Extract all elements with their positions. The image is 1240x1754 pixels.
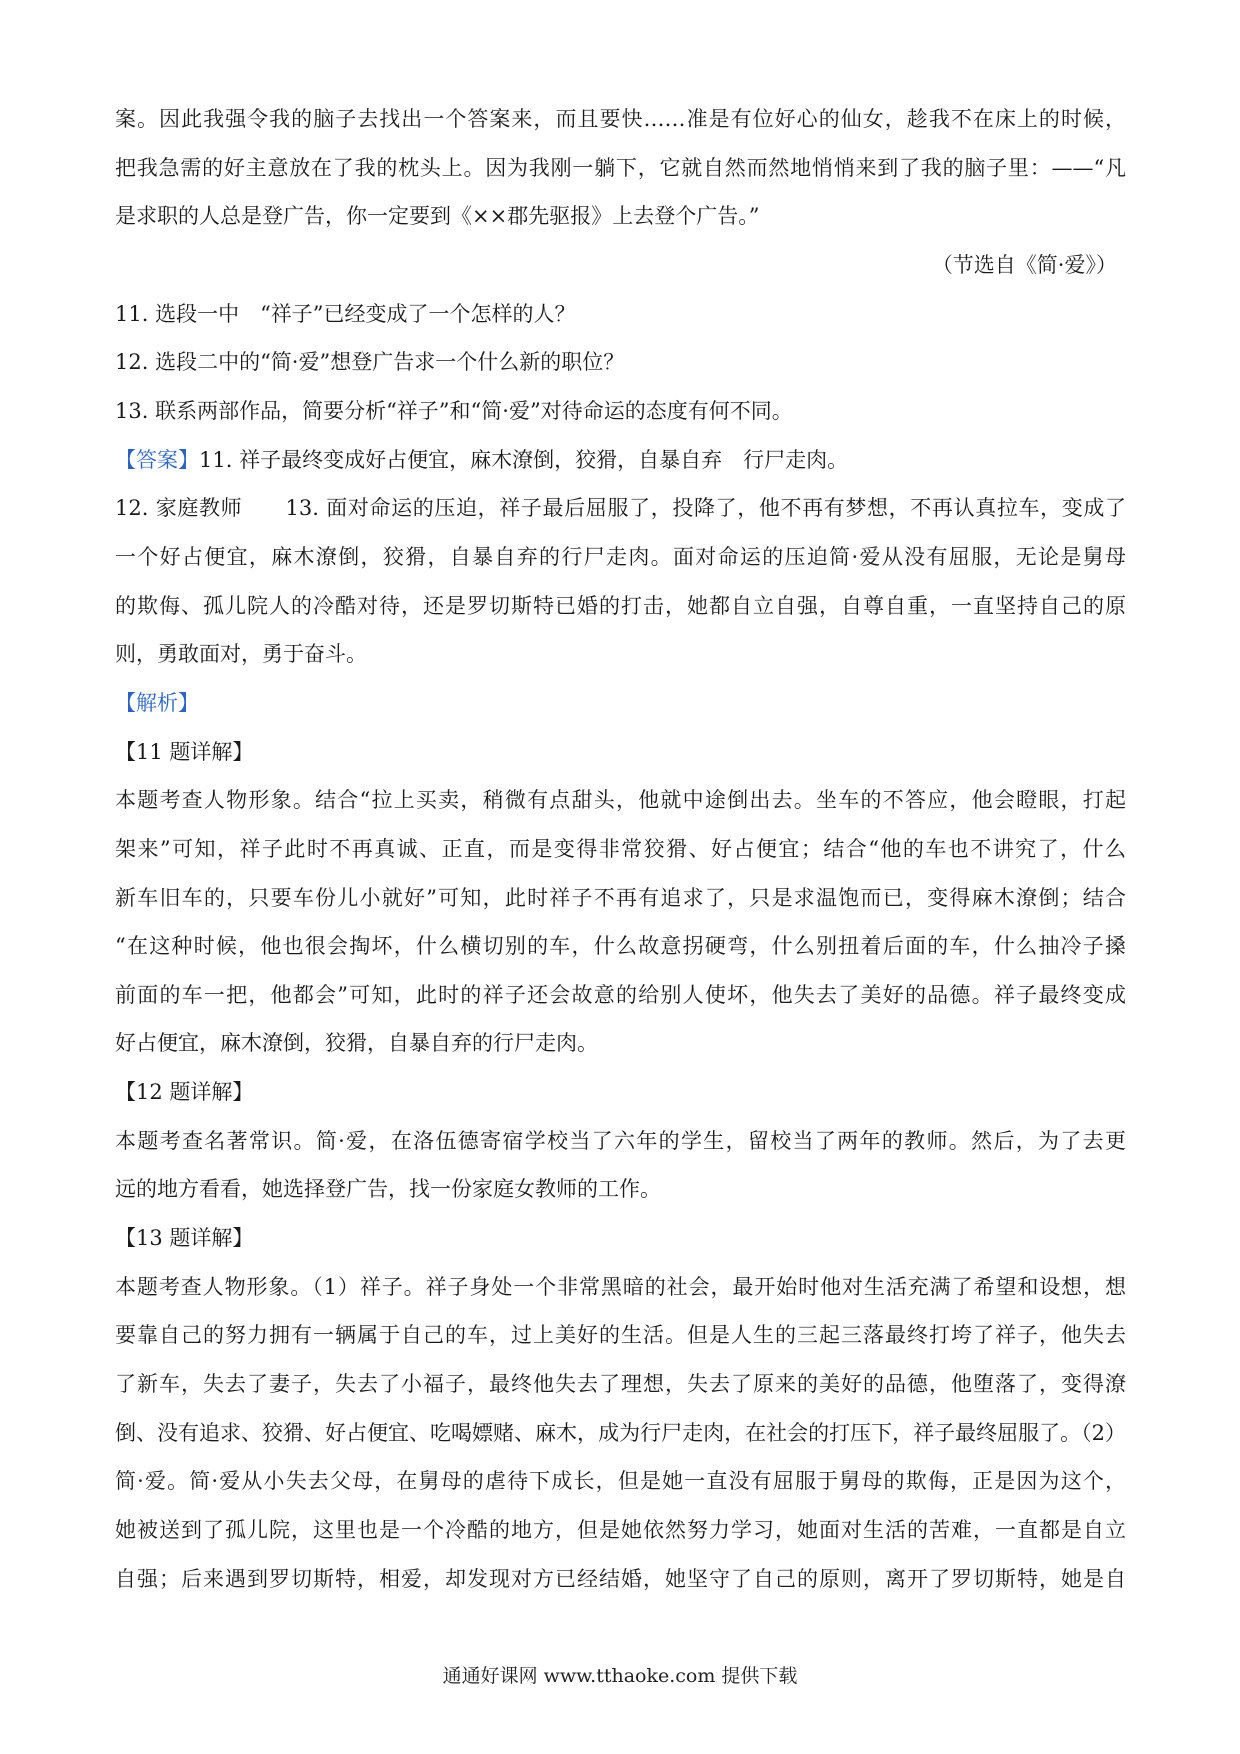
analysis-line: 了新车，失去了妻子，失去了小福子，最终他失去了理想，失去了原来的美好的品德，他堕落了，变得潦 — [115, 1372, 1126, 1397]
excerpt-line: 案。因此我强令我的脑子去找出一个答案来，而且要快……准是有位好心的仙女，趁我不在床上的时候， — [115, 107, 1126, 131]
section-heading-13: 【13 题详解】 — [115, 1226, 254, 1251]
analysis-line: 好占便宜，麻木潦倒，狡猾，自暴自弃的行尸走肉。 — [115, 1031, 598, 1056]
section-heading-12: 【12 题详解】 — [115, 1080, 254, 1105]
analysis-line: 简·爱。简·爱从小失去父母，在舅母的虐待下成长，但是她一直没有屈服于舅母的欺侮，正是因为这个， — [115, 1469, 1126, 1494]
section-heading-11: 【11 题详解】 — [115, 739, 254, 764]
answer-line: 一个好占便宜，麻木潦倒，狡猾，自暴自弃的行尸走肉。面对命运的压迫简·爱从没有屈服，无论是舅母 — [115, 544, 1126, 569]
excerpt-line: 是求职的人总是登广告，你一定要到《××郡先驱报》上去登个广告。” — [115, 204, 760, 229]
answer-line: 则，勇敢面对，勇于奋斗。 — [115, 642, 367, 667]
answer-line: 12. 家庭教师 13. 面对命运的压迫，祥子最后屈服了，投降了，他不再有梦想，不再认真拉车，变成了 — [115, 496, 1126, 521]
analysis-line: 架来”可知，祥子此时不再真诚、正直，而是变得非常狡猾、好占便宜；结合“他的车也不讲究了，什么 — [115, 836, 1126, 861]
excerpt-source: （节选自《简·爱》） — [931, 252, 1117, 277]
analysis-line: 远的地方看看，她选择登广告，找一份家庭女教师的工作。 — [115, 1177, 661, 1202]
analysis-line: 她被送到了孤儿院，这里也是一个冷酷的地方，但是她依然努力学习，她面对生活的苦难，一直都是自立 — [115, 1518, 1126, 1543]
page-footer: 通通好课网 www.tthaoke.com 提供下载 — [442, 1665, 798, 1687]
analysis-line: 前面的车一把，他都会”可知，此时的祥子还会故意的给别人使坏，他失去了美好的品德。祥子最终变成 — [115, 982, 1126, 1007]
analysis-label: 【解析】 — [115, 690, 199, 715]
question-11: 11. 选段一中 “祥子”已经变成了一个怎样的人？ — [115, 301, 576, 326]
excerpt-line: 把我急需的好主意放在了我的枕头上。因为我刚一躺下，它就自然而然地悄悄来到了我的脑子里：——“凡 — [115, 155, 1126, 180]
answer-label: 【答案】 — [115, 447, 199, 472]
analysis-line: 自强；后来遇到罗切斯特，相爱，却发现对方已经结婚，她坚守了自己的原则，离开了罗切斯特，她是自 — [115, 1566, 1126, 1591]
analysis-line: 新车旧车的，只要车份儿小就好”可知，此时祥子不再有追求了，只是求温饱而已，变得麻木潦倒；结合 — [115, 885, 1126, 910]
page-content — [115, 95, 1126, 1603]
analysis-line: 倒、没有追求、狡猾、好占便宜、吃喝嫖赌、麻木，成为行尸走肉，在社会的打压下，祥子最终屈服了。（2） — [115, 1420, 1126, 1445]
analysis-line: 要靠自己的努力拥有一辆属于自己的车，过上美好的生活。但是人生的三起三落最终打垮了祥子，他失去 — [115, 1323, 1126, 1348]
analysis-line: 本题考查名著常识。简·爱，在洛伍德寄宿学校当了六年的学生，留校当了两年的教师。然后，为了去更 — [115, 1128, 1126, 1153]
analysis-line: “在这种时候，他也很会掏坏，什么横切别的车，什么故意拐硬弯，什么别扭着后面的车，什么抽冷子搡 — [115, 934, 1126, 959]
analysis-line: 本题考查人物形象。（1）祥子。祥子身处一个非常黑暗的社会，最开始时他对生活充满了希望和设想，想 — [115, 1274, 1126, 1299]
question-12: 12. 选段二中的“简·爱”想登广告求一个什么新的职位？ — [115, 350, 625, 375]
answer-first-line — [115, 436, 1126, 485]
question-13: 13. 联系两部作品，简要分析“祥子”和“简·爱”对待命运的态度有何不同。 — [115, 398, 793, 423]
answer-line: 的欺侮、孤儿院人的冷酷对待，还是罗切斯特已婚的打击，她都自立自强，自尊自重，一直坚持自己的原 — [115, 593, 1126, 618]
analysis-line: 本题考查人物形象。结合“拉上买卖，稍微有点甜头，他就中途倒出去。坐车的不答应，他会瞪眼，打起 — [115, 788, 1126, 813]
answer-text: 11. 祥子最终变成好占便宜，麻木潦倒，狡猾，自暴自弃 行尸走肉。 — [199, 447, 849, 472]
